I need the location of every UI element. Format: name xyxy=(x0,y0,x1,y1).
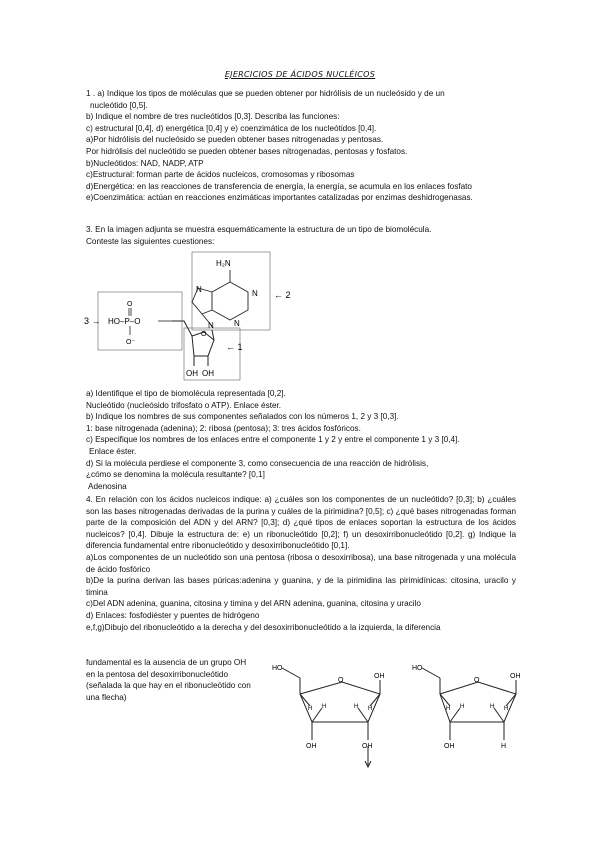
sugar-left-h: H xyxy=(354,704,359,710)
page-title: EJERCICIOS DE ÁCIDOS NUCLÉICOS xyxy=(224,70,376,79)
q4-answer-efg: e,f,g)Dibujo del ribonucleótido a la derecha y del desoxirribonucleótido a la izquierda, la diferencia xyxy=(86,622,441,632)
sugar-left-ho: HO xyxy=(272,665,283,672)
phosphate-bottom-o: O⁻ xyxy=(126,339,136,346)
q3-answer-line: a) Identifique el tipo de biomolécula representada [0,2]. xyxy=(86,389,286,398)
sugar-right xyxy=(422,668,516,740)
q3-intro-line: 3. En la imagen adjunta se muestra esquemáticamente la estructura de un tipo de biomolécula. xyxy=(86,225,432,234)
q4-efg-line: una flecha) xyxy=(86,692,127,702)
sugar-diagrams xyxy=(270,660,530,780)
n7-label: N xyxy=(196,285,202,294)
sugar-left-oh-br: OH xyxy=(362,743,373,750)
base-box xyxy=(192,252,270,330)
q1-line: c) estructural [0,4], d) energética [0,4] y e) coenzimática de los nucleótidos [0,4]. xyxy=(86,123,377,133)
sugar-right-h: H xyxy=(504,706,509,712)
q4-efg-line: en la pentosa del desoxirribonucleótido xyxy=(86,669,229,679)
sugar-left-o: O xyxy=(338,677,344,684)
sugar-left-h: H xyxy=(368,706,373,712)
q3-answer-line: Enlace éster. xyxy=(89,446,137,456)
question-1-block xyxy=(86,88,473,204)
q4-efg-line: fundamental es la ausencia de un grupo OH xyxy=(86,658,247,667)
q4-answer-a: a)Los componentes de un nucleótido son una pentosa (ribosa o desoxirribosa), una base nitrogenada y una molécula de ácido fosfórico xyxy=(86,552,516,574)
q1-line: b) Indique el nombre de tres nucleótidos [0,3]. Describa las funciones: xyxy=(86,112,340,122)
q3-answer-line: b) Indique los nombres de sus componentes señalados con los números 1, 2 y 3 [0,3]. xyxy=(86,412,399,422)
sugar-left-oh-bl: OH xyxy=(306,743,317,750)
sugar-right-ho: HO xyxy=(412,665,423,672)
sugar-right-h: H xyxy=(490,704,495,710)
q4-answer-b: b)De la purina derivan las bases púricas:adenina y guanina, y de la pirimidina las pirimidínicas: citosina, uracilo y timina xyxy=(86,576,516,597)
sugar-right-o: O xyxy=(474,677,480,684)
q3-answer-line: c) Especifique los nombres de los enlaces entre el componente 1 y 2 y entre el componente 1 y 3 [0,4]. xyxy=(86,435,460,445)
amine-label: H₂N xyxy=(216,259,231,268)
q3-answer-line: Adenosina xyxy=(88,481,127,491)
sugar-right-h: H xyxy=(460,704,465,710)
q4-question: 4. En relación con los ácidos nucleicos indique: a) ¿cuáles son los componentes de un nucleótido? [0,3]; b) ¿cuáles son las bases nitrogenadas derivadas de la purina y cuáles de la pirimidina? [0,5]; c) ¿qué bases nitrogenadas forman parte de la composición del ADN y del ARN? [0,3]; d) ¿qué tipos de enlaces soportan la estructura de los ácidos nucleicos? [0,4]. Dibuje la estructura de: e) un ribonucleótido [0,2]; f) un desoxirribonucleótido [0,2]. g) Indique la diferencia fundamental entre ribonucleótido y desoxirribonucleótido [0,1]. xyxy=(86,495,516,551)
q3-answer-line: Nucleótido (nucleósido trifosfato o ATP). Enlace éster. xyxy=(86,400,282,410)
ribose-oxygen: O xyxy=(201,331,207,338)
q1-line: e)Coenzimática: actúan en reacciones enzimáticas importantes catalizadas por enzimas deshidrogenasas. xyxy=(86,193,473,203)
label-1: ← 1 xyxy=(226,342,243,352)
question-4-block xyxy=(86,494,516,633)
sugar-right-h: H xyxy=(446,706,451,712)
q1-line: c)Estructural: forman parte de ácidos nucleicos, cromosomas y ribosomas xyxy=(86,170,355,180)
atp-structure-diagram xyxy=(80,246,320,384)
phosphate-top-o: O xyxy=(127,301,133,308)
q1-line: a)Por hidrólisis del nucleósido se pueden obtener bases nitrogenadas y pentosas. xyxy=(86,135,384,145)
ribose-oh-left: OH xyxy=(186,369,198,378)
question-3-answers xyxy=(86,388,460,492)
sugar-right-h-br: H xyxy=(501,743,507,750)
q1-line: b)Nucleótidos: NAD, NADP, ATP xyxy=(86,158,204,168)
sugar-left xyxy=(282,668,380,767)
q1-line: 1 . a) Indique los tipos de moléculas que se pueden obtener por hidrólisis de un nucleósido y de un xyxy=(86,89,445,98)
adenine-rings xyxy=(192,270,248,326)
label-3: 3 → xyxy=(84,316,101,326)
q3-answer-line: 1: base nitrogenada (adenina); 2: ribosa (pentosa); 3: tres ácidos fosfóricos. xyxy=(86,423,361,433)
q3-intro-line: Conteste las siguientes cuestiones: xyxy=(86,236,215,246)
sugar-right-oh-bl: OH xyxy=(444,743,455,750)
q4-answer-efg-rest xyxy=(86,657,251,703)
sugar-left-h: H xyxy=(322,704,327,710)
sugar-left-h: H xyxy=(308,706,313,712)
n9-label: N xyxy=(208,321,214,330)
q3-answer-line: ¿cómo se denomina la molécula resultante? [0,1] xyxy=(86,470,265,480)
label-2: ← 2 xyxy=(274,290,291,300)
q4-answer-d: d) Enlaces: fosfodiéster y puentes de hidrógeno xyxy=(86,610,260,620)
sugar-left-oh-top: OH xyxy=(374,673,385,680)
question-3-intro xyxy=(86,224,431,247)
q1-line: Por hidrólisis del nucleótido se pueden obtener bases nitrogenadas, pentosas y fosfatos. xyxy=(86,146,408,156)
q4-efg-line: (señalada la que hay en el ribonucleótido con xyxy=(86,681,251,691)
q4-answer-c: c)Del ADN adenina, guanina, citosina y timina y del ARN adenina, guanina, citosina y uracilo xyxy=(86,599,421,609)
sugar-right-oh-top: OH xyxy=(510,673,521,680)
n3-label: N xyxy=(234,319,240,328)
q1-line: d)Energética: en las reacciones de transferencia de energía, la energía, se acumula en los enlaces fosfato xyxy=(86,181,472,191)
q3-answer-line: d) Si la molécula perdiese el componente 3, como consecuencia de una reacción de hidrólisis, xyxy=(86,458,429,468)
ribose-oh-right: OH xyxy=(202,369,214,378)
q1-line: nucleótido [0,5]. xyxy=(90,100,148,110)
n1-label: N xyxy=(252,289,258,298)
phosphate-label: HO–P–O xyxy=(108,317,141,326)
